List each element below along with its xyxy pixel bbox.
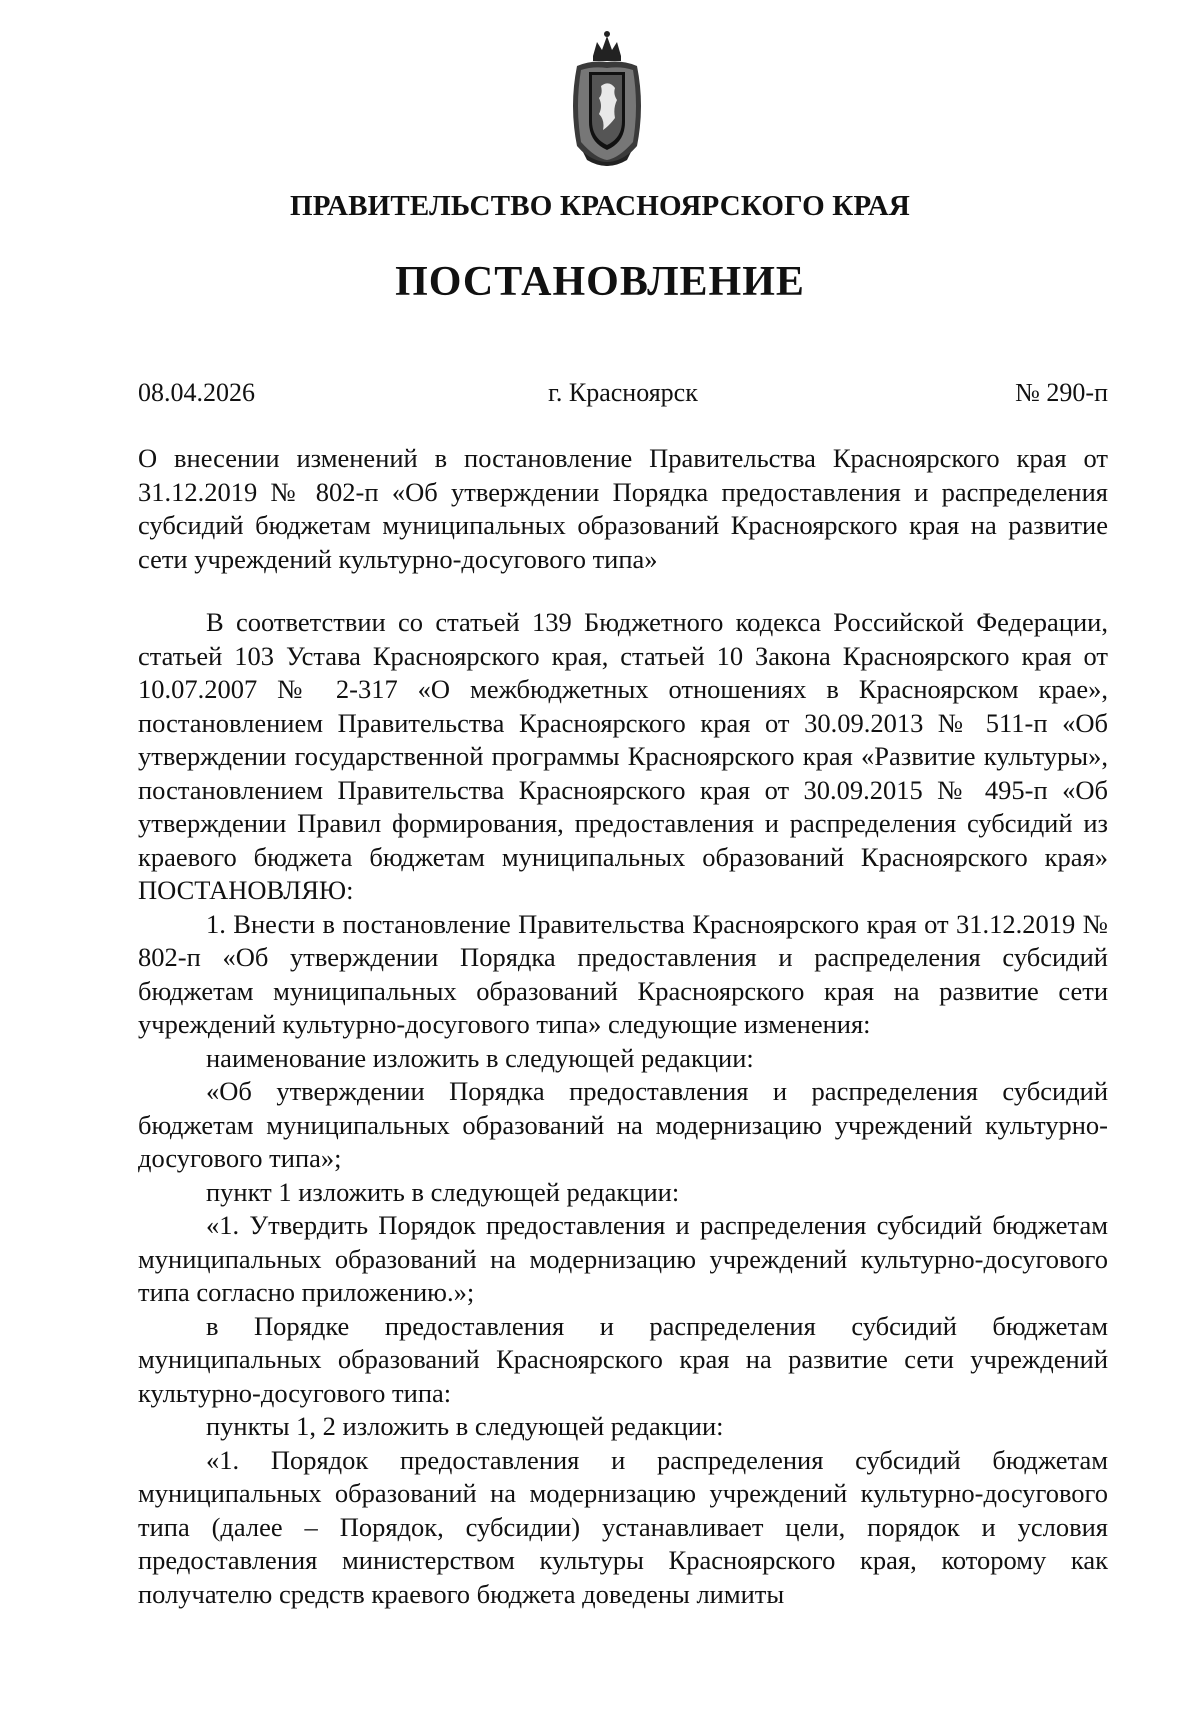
body-paragraph: пункты 1, 2 изложить в следующей редакции: [206, 1411, 724, 1441]
document-city: г. Красноярск [548, 378, 698, 407]
organization-title: ПРАВИТЕЛЬСТВО КРАСНОЯРСКОГО КРАЯ [289, 190, 911, 222]
document-type-title: ПОСТАНОВЛЕНИЕ [395, 259, 805, 305]
document-meta-row [138, 378, 1108, 414]
document-number: № 290-п [1015, 378, 1108, 407]
body-paragraph: пункт 1 изложить в следующей редакции: [206, 1176, 680, 1207]
body-paragraph: наименование изложить в следующей редакции: [206, 1042, 754, 1073]
document-date: 08.04.2026 [138, 378, 255, 407]
coat-of-arms-icon [563, 26, 651, 172]
body-paragraph: «1. Утвердить Порядок предоставления и распределения субсидий бюджетам муниципальных образований на модернизацию учреждений культурно-досугового типа согласно приложению.»; [138, 1210, 1108, 1307]
document-subject: О внесении изменений в постановление Правительства Красноярского края от 31.12.2019 № 802-п «Об утверждении Порядка предоставления и распределения субсидий бюджетам муниципальных образований Красноярского края на развитие сети учреждений культурно-досугового типа» [138, 443, 1108, 574]
body-paragraph: «Об утверждении Порядка предоставления и распределения субсидий бюджетам муниципальных образований на модернизацию учреждений культурно-досугового типа»; [138, 1076, 1108, 1173]
document-body [138, 606, 1108, 1611]
body-paragraph: «1. Порядок предоставления и распределения субсидий бюджетам муниципальных образований на модернизацию учреждений культурно-досугового типа (далее – Порядок, субсидии) устанавливает цели, порядок и условия предоставления министерством культуры Красноярского края, которому как получателю средств краевого бюджета доведены лимиты [138, 1444, 1108, 1609]
body-paragraph: в Порядке предоставления и распределения субсидий бюджетам муниципальных образований Красноярского края на развитие сети учреждений культурно-досугового типа: [138, 1310, 1108, 1408]
body-paragraph: В соответствии со статьей 139 Бюджетного кодекса Российской Федерации, статьей 103 Устава Красноярского края, статьей 10 Закона Красноярского края от 10.07.2007 № 2-317 «О межбюджетных отношениях в Красноярском крае», постановлением Правительства Красноярского края от 30.09.2013 № 511-п «Об утверждении государственной программы Красноярского края «Развитие культуры», постановлением Правительства Красноярского края от 30.09.2015 № 495-п «Об утверждении Правил формирования, предоставления и распределения субсидий из краевого бюджета бюджетам муниципальных образований Красноярского края» ПОСТАНОВЛЯЮ: [138, 607, 1108, 905]
body-paragraph: 1. Внести в постановление Правительства Красноярского края от 31.12.2019 № 802-п «Об утверждении Порядка предоставления и распределения субсидий бюджетам муниципальных образований Красноярского края на развитие сети учреждений культурно-досугового типа» следующие изменения: [138, 908, 1108, 1039]
